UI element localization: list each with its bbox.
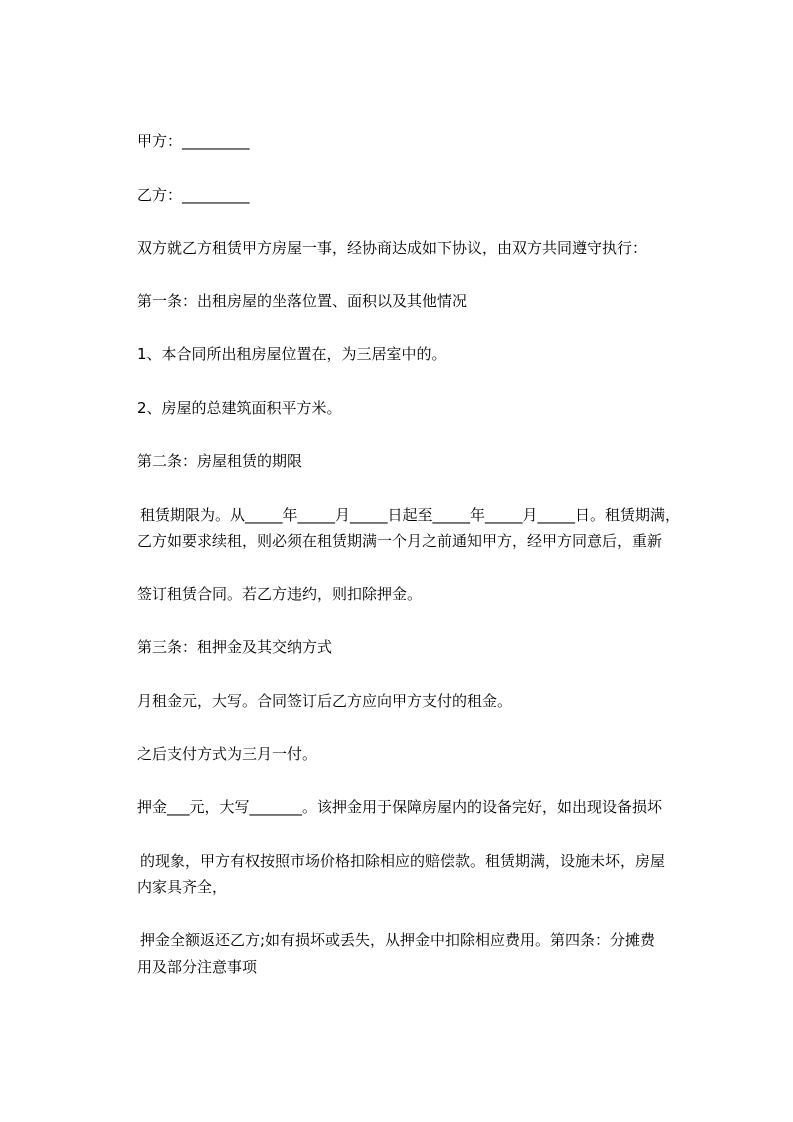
article-2-title: 第二条：房屋租赁的期限 [137,452,303,470]
article-3-deposit-line-3: 内家具齐全， [137,878,228,896]
party-b-line: 乙方：_________ [137,186,250,204]
article-3-deposit-line-4: 押金全额返还乙方;如有损坏或丢失，从押金中扣除相应费用。第四条：分摊费 [140,931,656,949]
article-3-title: 第三条：租押金及其交纳方式 [137,638,333,656]
article-3-deposit-line-2: 的现象，甲方有权按照市场价格扣除相应的赔偿款。租赁期满，设施未坏，房屋 [140,852,666,870]
article-3-rent: 月租金元，大写。合同签订后乙方应向甲方支付的租金。 [137,692,513,710]
article-2-line-2: 乙方如要求续租，则必须在租赁期满一个月之前通知甲方，经甲方同意后，重新 [137,532,663,550]
intro-paragraph: 双方就乙方租赁甲方房屋一事，经协商达成如下协议，由双方共同遵守执行： [137,239,648,257]
party-a-line: 甲方：_________ [137,132,250,150]
article-1-item-1: 1、本合同所出租房屋位置在，为三居室中的。 [137,345,447,363]
article-1-title: 第一条：出租房屋的坐落位置、面积以及其他情况 [137,292,468,310]
article-3-payment: 之后支付方式为三月一付。 [137,745,318,763]
article-2-line-1: 租赁期限为。从_____年_____月_____日起至_____年_____月_____日。租赁期满， [140,506,681,524]
article-3-deposit-line-5: 用及部分注意事项 [137,958,258,976]
article-2-line-3: 签订租赁合同。若乙方违约，则扣除押金。 [137,585,423,603]
article-1-item-2: 2、房屋的总建筑面积平方米。 [137,399,342,417]
article-3-deposit-line-1: 押金___元，大写_______。该押金用于保障房屋内的设备完好，如出现设备损坏 [137,798,663,816]
